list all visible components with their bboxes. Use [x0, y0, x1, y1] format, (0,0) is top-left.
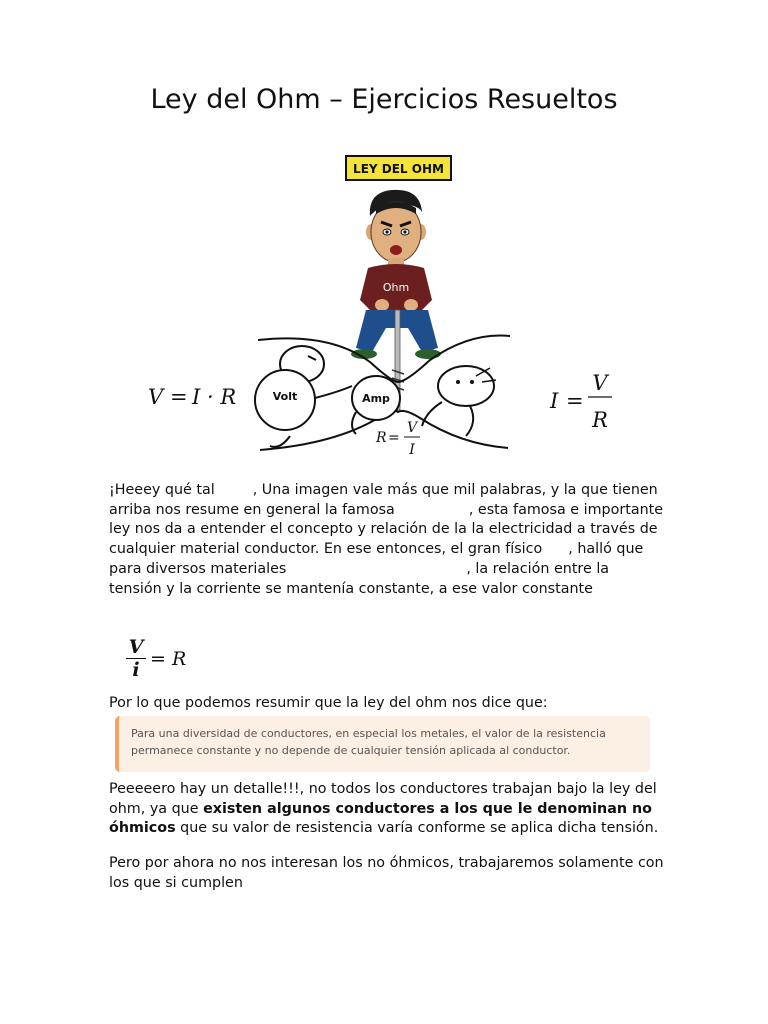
intro-text-1: ¡Heeey qué tal: [109, 482, 215, 498]
svg-text:Volt: Volt: [272, 390, 298, 403]
svg-text:R: R: [376, 430, 387, 446]
detail-text-after: que su valor de resistencia varía conforme se aplica dicha tensión.: [180, 820, 659, 837]
intro-text-2: , Una imagen vale más que mil palabras, y la que tienen arriba nos resume en general la famosa: [109, 482, 658, 518]
ley-del-ohm-sign: [346, 156, 451, 180]
svg-text:LEY DEL OHM: LEY DEL OHM: [353, 162, 444, 176]
detail-text-before: Peeeeero hay un detalle!!!, no todos los conductores trabajan bajo la ley del ohm, ya que: [109, 781, 657, 817]
ohm-law-illustration: [130, 150, 630, 470]
summary-intro: Por lo que podemos resumir que la ley del ohm nos dice que:: [109, 695, 548, 711]
ohm-character: [351, 190, 441, 410]
detail-paragraph: [109, 780, 664, 839]
formula-i-equals-v-over-r: [549, 371, 612, 432]
svg-text:R: R: [592, 408, 608, 432]
amp-character: [352, 376, 400, 434]
svg-text:V: V: [148, 385, 164, 409]
volt-character: [255, 346, 352, 447]
svg-text:I: I: [550, 389, 559, 413]
svg-text:Ohm: Ohm: [382, 281, 410, 294]
intro-paragraph: [109, 481, 664, 599]
intro-text-5: , la relación entre la tensión y la corriente se mantenía constante, a ese valor constante: [109, 560, 610, 597]
closing-paragraph: Pero por ahora no nos interesan los no óhmicos, trabajaremos solamente con los que si cumplen: [109, 855, 664, 891]
formula-r-equals-v-over-i: [375, 420, 420, 458]
intro-text-4: , halló que para diversos materiales: [109, 541, 644, 577]
fraction-numerator: V: [128, 636, 144, 658]
note-text: Para una diversidad de conductores, en especial los metales, el valor de la resistencia permanece constante y no depende de cualquier tensión aplicada al conductor.: [131, 727, 606, 757]
svg-text:V: V: [406, 420, 418, 436]
note-box: [115, 716, 650, 772]
formula-v-over-i-equals-r: [126, 636, 186, 681]
fraction: [126, 636, 146, 681]
formula-rhs: = R: [150, 647, 187, 670]
svg-text:Amp: Amp: [362, 392, 390, 405]
svg-text:I · R: I · R: [192, 385, 237, 409]
svg-text:V: V: [592, 371, 608, 395]
svg-text:=: =: [388, 430, 400, 446]
svg-text:I: I: [409, 442, 415, 458]
detail-text-bold: existen algunos conductores a los que le denominan no óhmicos: [109, 800, 652, 837]
svg-text:=: =: [566, 389, 584, 413]
page-title: Ley del Ohm – Ejercicios Resueltos: [150, 84, 618, 115]
fraction-denominator: i: [132, 659, 140, 682]
intro-text-3: , esta famosa e importante ley nos da a entender el concepto y relación de la la electricidad a través de cualquier material conductor. En ese entonces, el gran físico: [109, 501, 664, 558]
formula-v-equals-ir: [148, 385, 236, 409]
svg-text:=: =: [170, 385, 188, 409]
